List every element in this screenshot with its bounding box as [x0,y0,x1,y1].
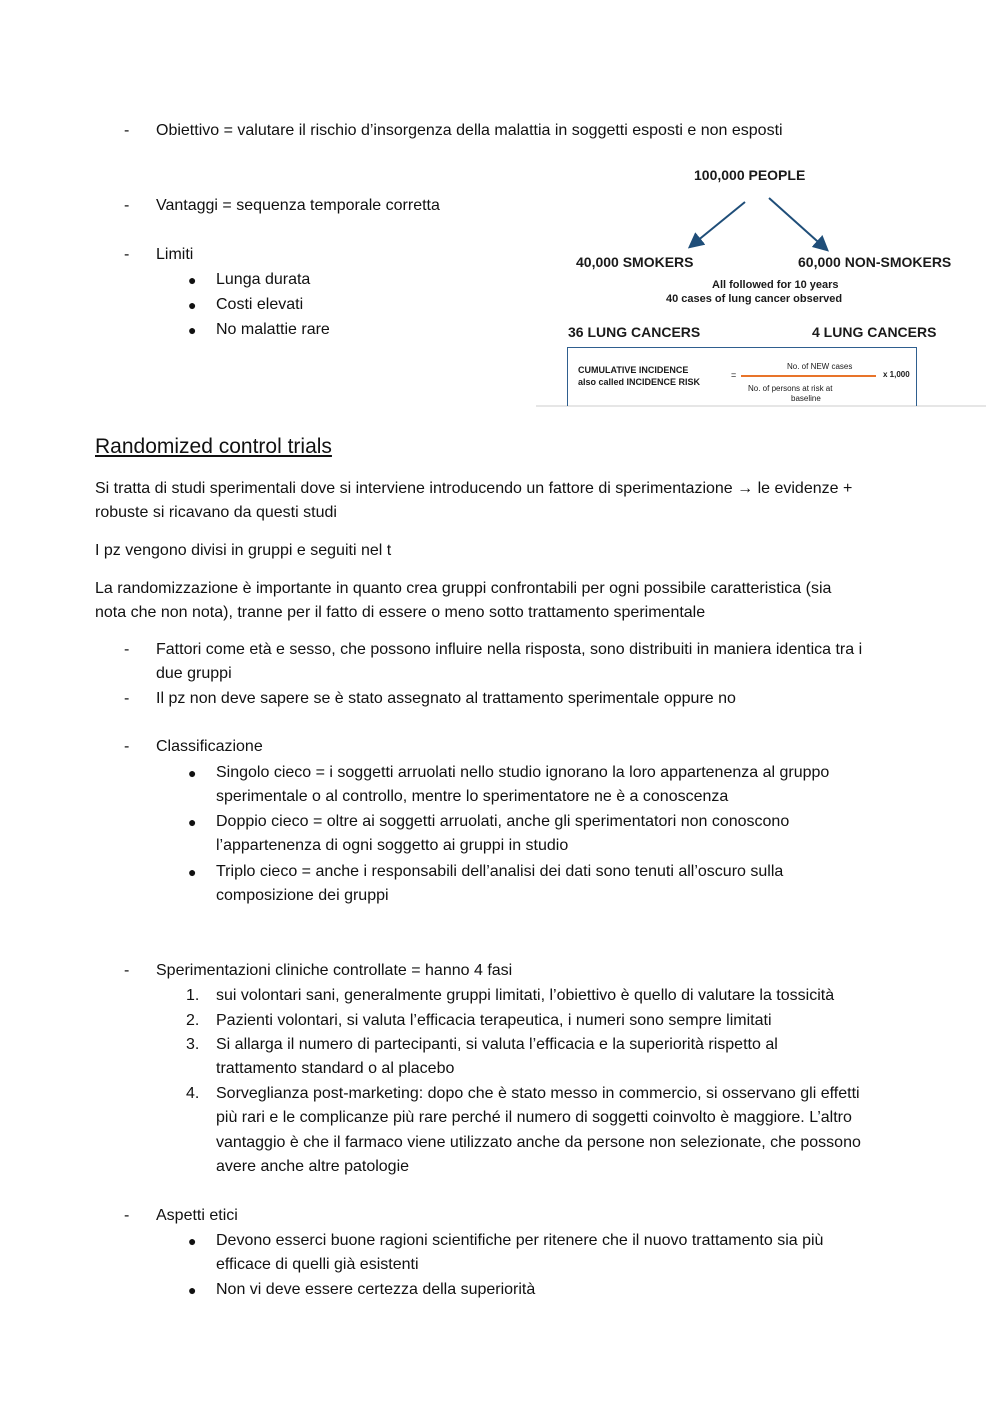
diagram-followed: All followed for 10 years [712,279,839,291]
bullet-icon: ● [188,864,197,880]
list-dash: - [124,1207,130,1224]
vantaggi-text: Vantaggi = sequenza temporale corretta [156,197,440,214]
diagram-observed: 40 cases of lung cancer observed [666,293,843,305]
aspetti-item: Devono esserci buone ragioni scientifiche per ritenere che il nuovo trattamento sia più [216,1232,824,1249]
limiti-label: Limiti [156,246,194,263]
list-item: Fattori come età e sesso, che possono influire nella risposta, sono distribuiti in maniera identica tra i [156,641,863,658]
formula-label-2: also called INCIDENCE RISK [578,377,701,387]
bullet-icon: ● [188,765,197,781]
phase-text: vantaggio è che il farmaco viene utilizzato anche da persone non selezionate, che possono [216,1134,861,1151]
classificazione-item: l’appartenenza di ogni soggetto ai gruppi in studio [216,837,569,854]
list-dash: - [124,197,130,214]
bullet-icon: ● [188,297,197,313]
section-title: Randomized control trials [95,435,332,458]
aspetti-item: Non vi deve essere certezza della superiorità [216,1281,536,1298]
paragraph: Si tratta di studi sperimentali dove si interviene introducendo un fattore di sperimentazione → le evidenze + [95,480,853,497]
phase-number: 4. [186,1085,200,1102]
formula-denominator: No. of persons at risk at [748,384,833,393]
formula-denominator: baseline [791,394,821,403]
bullet-icon: ● [188,272,197,288]
classificazione-item: Doppio cieco = oltre ai soggetti arruolati, anche gli sperimentatori non conoscono [216,813,790,830]
arrow-right-icon [769,198,826,249]
list-dash: - [124,690,130,707]
phase-number: 2. [186,1012,200,1029]
limiti-item: Costi elevati [216,296,304,313]
phase-text: Sorveglianza post-marketing: dopo che è stato messo in commercio, si osservano gli effetti [216,1085,860,1102]
obiettivo-text: Obiettivo = valutare il rischio d’insorgenza della malattia in soggetti esposti e non esposti [156,122,783,139]
formula-label-1: CUMULATIVE INCIDENCE [578,365,689,375]
phase-text: avere anche altre patologie [216,1158,410,1175]
list-item: due gruppi [156,665,232,682]
phase-text: trattamento standard o al placebo [216,1060,455,1077]
list-dash: - [124,738,130,755]
diagram-smokers: 40,000 SMOKERS [576,254,694,270]
sperimentazioni-label: Sperimentazioni cliniche controllate = hanno 4 fasi [156,962,513,979]
list-item: Il pz non deve sapere se è stato assegnato al trattamento sperimentale oppure no [156,690,736,707]
list-dash: - [124,641,130,658]
phase-text: Si allarga il numero di partecipanti, si valuta l’efficacia e la superiorità rispetto al [216,1036,778,1053]
diagram-top-label: 100,000 PEOPLE [694,167,806,183]
incidence-formula-box [567,347,917,406]
diagram-non-smokers: 60,000 NON-SMOKERS [798,254,952,270]
classificazione-label: Classificazione [156,738,263,755]
phase-text: più rari e le complicanze più rare perché il numero di soggetti coinvolto è maggiore. L’altro [216,1109,852,1126]
arrow-left-icon [691,202,745,246]
classificazione-item: sperimentale o al controllo, mentre lo sperimentatore ne è a conoscenza [216,788,729,805]
classificazione-item: Triplo cieco = anche i responsabili dell’analisi dei dati sono tenuti all’oscuro sulla [216,863,784,880]
bullet-icon: ● [188,814,197,830]
cohort-study-diagram [536,160,986,408]
formula-multiplier: x 1,000 [883,370,910,379]
bullet-icon: ● [188,322,197,338]
diagram-left-cancers: 36 LUNG CANCERS [568,324,701,340]
limiti-item: Lunga durata [216,271,311,288]
formula-equals: = [731,370,737,380]
list-dash: - [124,962,130,979]
bullet-icon: ● [188,1233,197,1249]
list-dash: - [124,122,130,139]
classificazione-item: composizione dei gruppi [216,887,389,904]
paragraph: robuste si ricavano da questi studi [95,504,337,521]
paragraph: nota che non nota), tranne per il fatto di essere o meno sotto trattamento sperimentale [95,604,706,621]
classificazione-item: Singolo cieco = i soggetti arruolati nello studio ignorano la loro appartenenza al gruppo [216,764,830,781]
limiti-item: No malattie rare [216,321,330,338]
phase-text: Pazienti volontari, si valuta l’efficacia terapeutica, i numeri sono sempre limitati [216,1012,772,1029]
diagram-right-cancers: 4 LUNG CANCERS [812,324,937,340]
phase-number: 3. [186,1036,200,1053]
phase-number: 1. [186,987,200,1004]
fraction-bar [741,375,876,377]
paragraph: La randomizzazione è importante in quanto crea gruppi confrontabili per ogni possibile caratteristica (sia [95,580,832,597]
bullet-icon: ● [188,1282,197,1298]
phase-text: sui volontari sani, generalmente gruppi limitati, l’obiettivo è quello di valutare la tossicità [216,987,835,1004]
list-dash: - [124,246,130,263]
formula-numerator: No. of NEW cases [787,362,853,371]
paragraph: I pz vengono divisi in gruppi e seguiti nel t [95,542,392,559]
aspetti-item: efficace di quelli già esistenti [216,1256,419,1273]
aspetti-label: Aspetti etici [156,1207,238,1224]
